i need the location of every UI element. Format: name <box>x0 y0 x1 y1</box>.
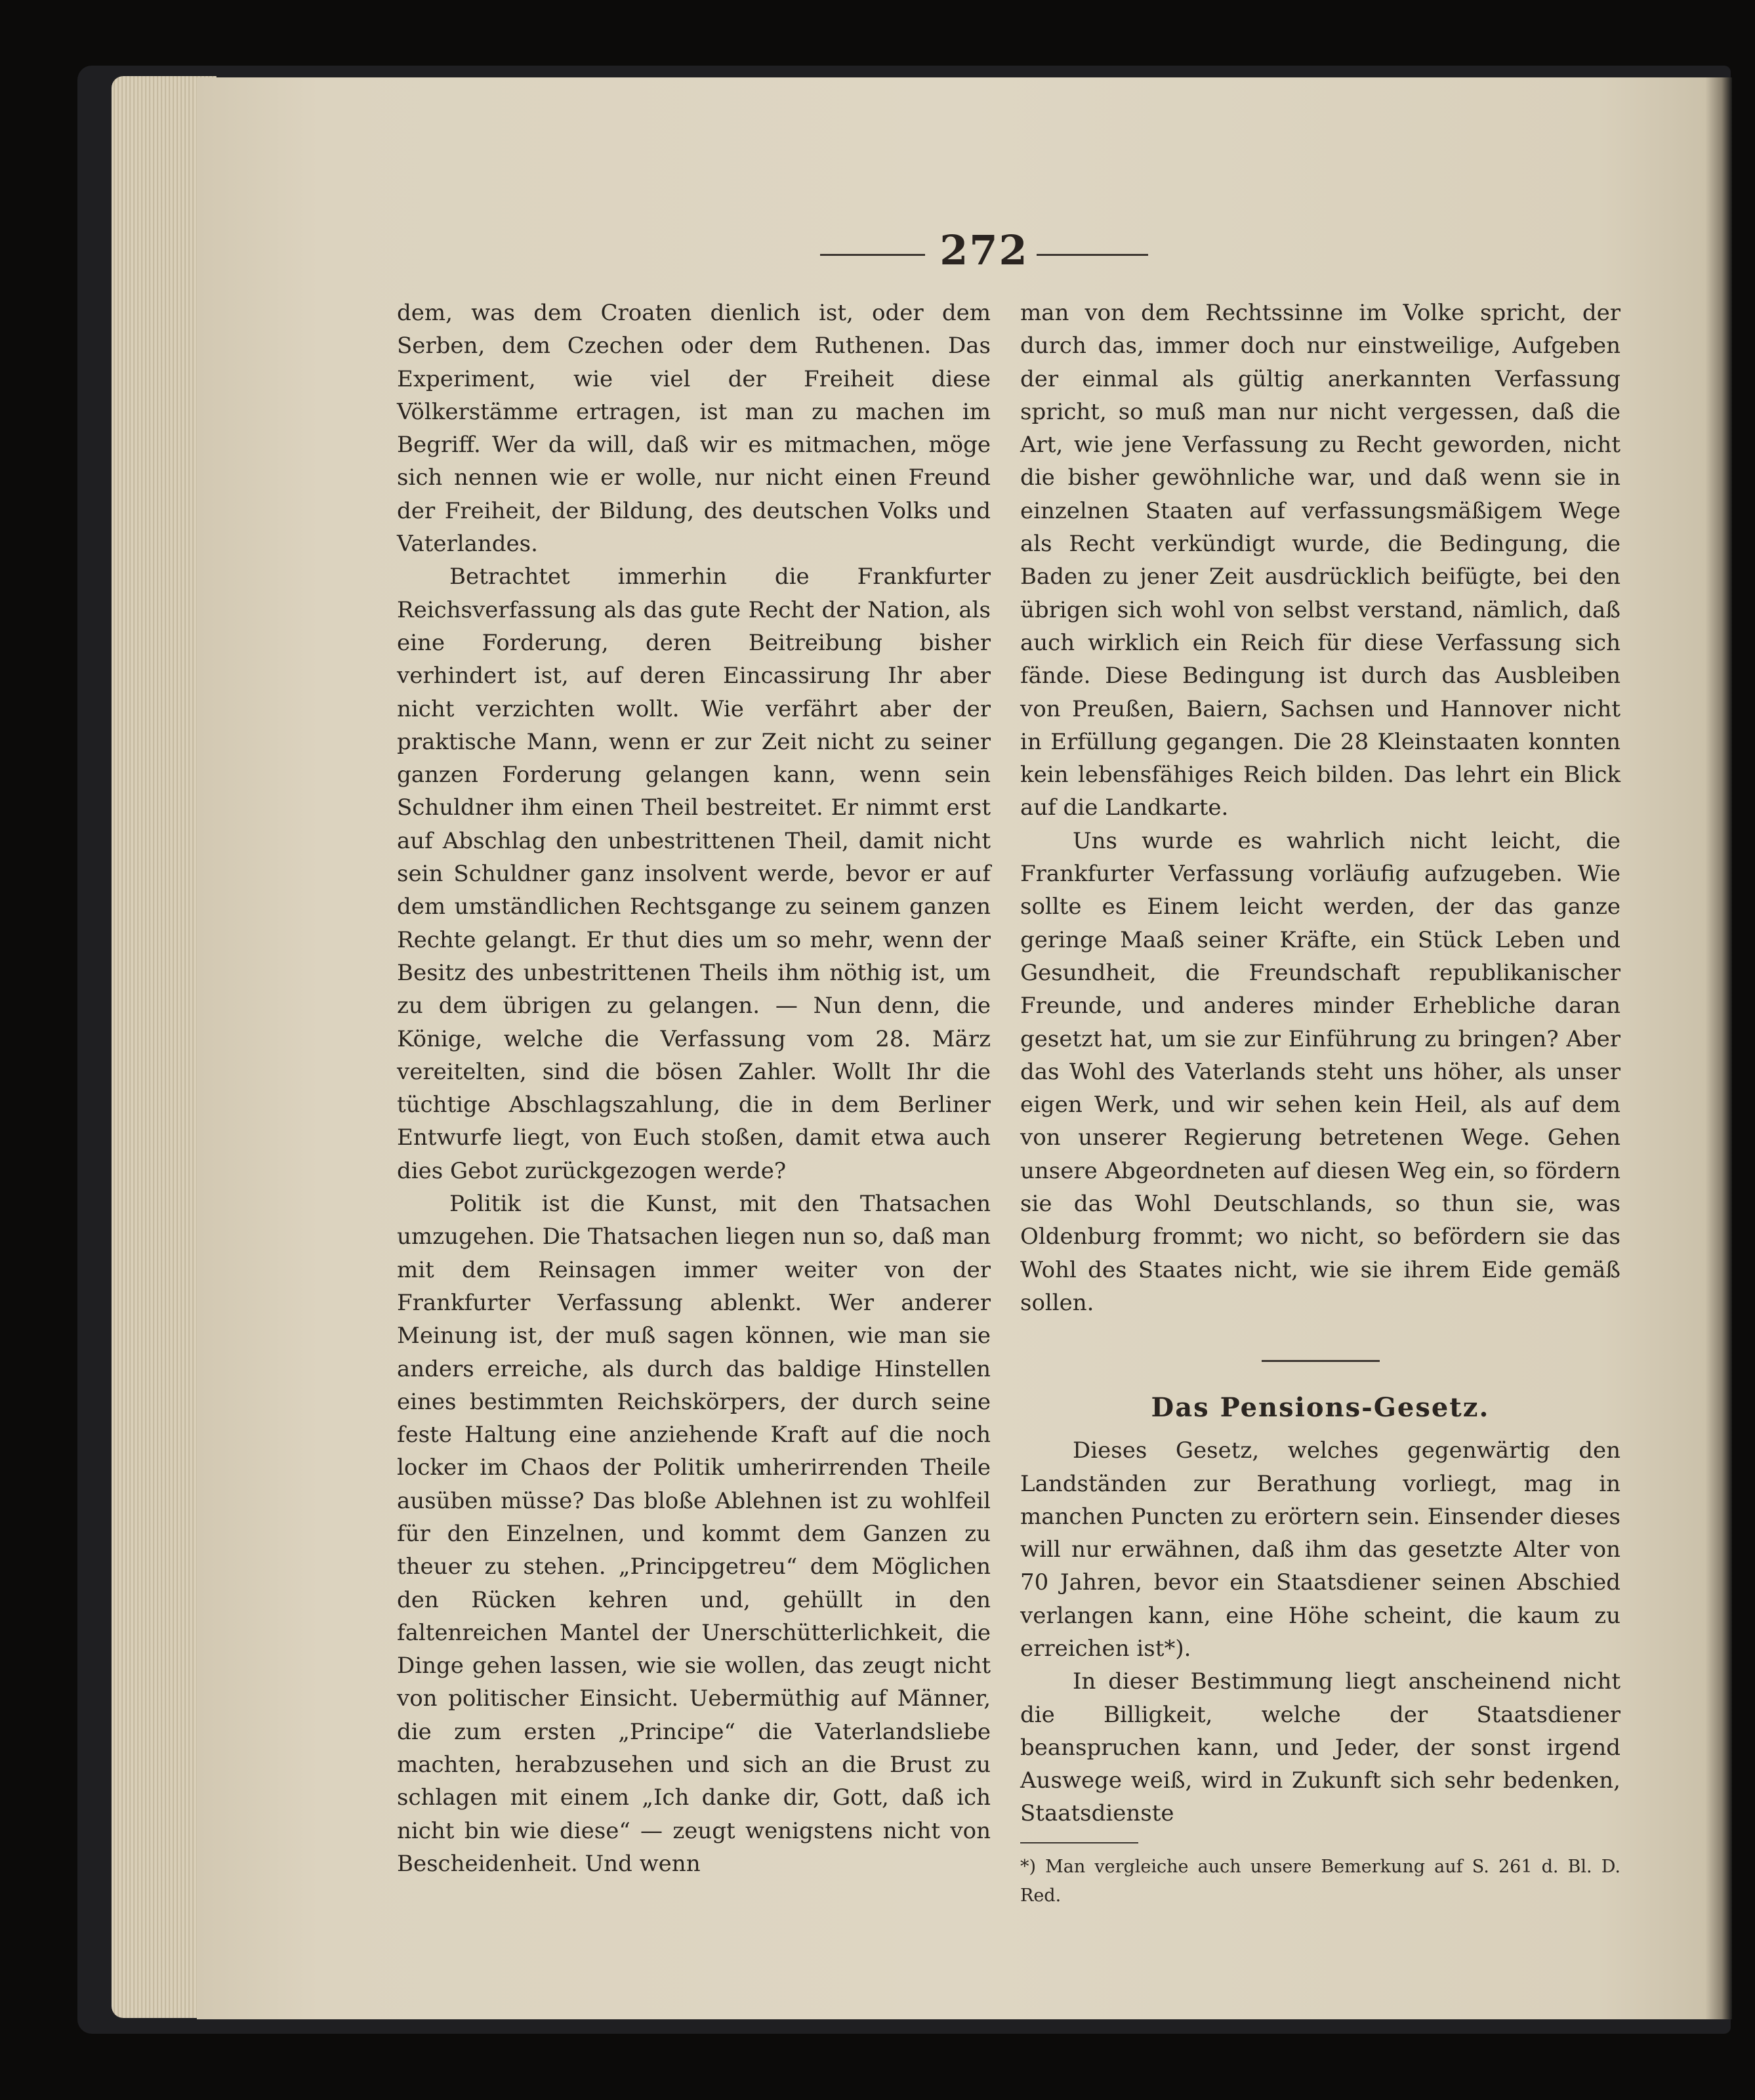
section-divider <box>1262 1360 1380 1362</box>
paragraph: Dieses Gesetz, welches gegenwärtig den Landständen zur Berathung vorliegt, mag in manchen Puncten zu erörtern sein. Einsender dieses will nur erwähnen, daß ihm das gesetzte Alter von 70 Jahren, bevor ein Staatsdiener seinen Abschied verlangen kann, eine Höhe scheint, die kaum zu erreichen ist*). <box>1020 1437 1621 1662</box>
header-ornament-right <box>1037 254 1148 256</box>
paragraph: dem, was dem Croaten dienlich ist, oder dem Serben, dem Czechen oder dem Ruthenen. Das Experiment, wie viel der Freiheit diese Völkerstämme ertragen, ist man zu machen im Begriff. Wer da will, daß wir es mitmachen, möge sich nennen wie er wolle, nur nicht einen Freund der Freiheit, der Bildung, des deutschen Volks und Vaterlandes. <box>397 300 991 558</box>
footnote-divider <box>1020 1842 1138 1843</box>
page-number: 272 <box>939 226 1029 274</box>
paragraph: Uns wurde es wahrlich nicht leicht, die Frankfurter Verfassung vorläufig aufzugeben. Wie sollte es Einem leicht werden, der das ganze geringe Maaß seiner Kräfte, ein Stück Leben und Gesundheit, die Freundschaft republikanischer Freunde, und anderes minder Erhebliche daran gesetzt hat, um sie zur Einführung zu bringen? Aber das Wohl des Vaterlands steht uns höher, als unser eigen Werk, und wir sehen kein Heil, als auf dem von unserer Regierung betretenen Wege. Gehen unsere Abgeordneten auf diesen Weg ein, so fördern sie das Wohl Deutschlands, so thun sie, was Oldenburg frommt; wo nicht, so befördern sie das Wohl des Staates nicht, wie sie ihrem Eide gemäß sollen. <box>1020 827 1621 1316</box>
paragraph: Politik ist die Kunst, mit den Thatsachen umzugehen. Die Thatsachen liegen nun so, daß man mit dem Reinsagen immer weiter von der Frankfurter Verfassung ablenkt. Wer anderer Meinung ist, der muß sagen können, wie man sie anders erreiche, als durch das baldige Hinstellen eines bestimmten Reichskörpers, der durch seine feste Haltung eine anziehende Kraft auf die noch locker im Chaos der Politik umherirrenden Theile ausüben müsse? Das bloße Ablehnen ist zu wohlfeil für den Einzelnen, und kommt dem Ganzen zu theuer zu stehen. „Principgetreu“ dem Möglichen den Rücken kehren und, gehüllt in den faltenreichen Mantel der Unerschütterlichkeit, die Dinge gehen lassen, wie sie wollen, das zeugt nicht von politischer Einsicht. Uebermüthig auf Männer, die zum ersten „Principe“ die Vaterlandsliebe machten, herabzusehen und sich an die Brust zu schlagen mit einem „Ich danke dir, Gott, daß ich nicht bin wie diese“ — zeugt wenigstens nicht von Bescheidenheit. Und wenn <box>397 1191 991 1877</box>
footnote: *) Man vergleiche auch unsere Bemerkung auf S. 261 d. Bl. D. Red. <box>1020 1856 1621 1906</box>
left-column <box>397 297 991 1880</box>
paragraph: In dieser Bestimmung liegt anscheinend nicht die Billigkeit, welche der Staatsdiener beanspruchen kann, und Jeder, der sonst irgend Auswege weiß, wird in Zukunft sich sehr bedenken, Staatsdienste <box>1020 1668 1621 1827</box>
paragraph: man von dem Rechtssinne im Volke spricht, der durch das, immer doch nur einstweilige, Aufgeben der einmal als gültig anerkannten Verfassung spricht, so muß man nur nicht vergessen, daß die Art, wie jene Verfassung zu Recht geworden, nicht die bisher gewöhnliche war, und daß wenn sie in einzelnen Staaten auf verfassungsmäßigem Wege als Recht verkündigt wurde, die Bedingung, die Baden zu jener Zeit ausdrücklich beifügte, bei den übrigen sich wohl von selbst verstand, nämlich, daß auch wirklich ein Reich für diese Verfassung sich fände. Diese Bedingung ist durch das Ausbleiben von Preußen, Baiern, Sachsen und Hannover nicht in Erfüllung gegangen. Die 28 Kleinstaaten konnten kein lebensfähiges Reich bilden. Das lehrt ein Blick auf die Landkarte. <box>1020 300 1621 821</box>
page-header <box>820 226 1148 279</box>
page-gutter <box>1706 77 1732 2019</box>
right-column <box>1020 297 1621 1910</box>
section-title: Das Pensions-Gesetz. <box>1151 1392 1490 1424</box>
paragraph: Betrachtet immerhin die Frankfurter Reichsverfassung als das gute Recht der Nation, als eine Forderung, deren Beitreibung bisher verhindert ist, auf deren Eincassirung Ihr aber nicht verzichten wollt. Wie verfährt aber der praktische Mann, wenn er zur Zeit nicht zu seiner ganzen Forderung gelangen kann, wenn sein Schuldner ihm einen Theil bestreitet. Er nimmt erst auf Abschlag den unbestrittenen Theil, damit nicht sein Schuldner ganz insolvent werde, bevor er auf dem umständlichen Rechtsgange zu seinem ganzen Rechte gelangt. Er thut dies um so mehr, wenn der Besitz des unbestrittenen Theils ihm nöthig ist, um zu dem übrigen zu gelangen. — Nun denn, die Könige, welche die Verfassung vom 28. März vereitelten, sind die bösen Zahler. Wollt Ihr die tüchtige Abschlagszahlung, die in dem Berliner Entwurfe liegt, von Euch stoßen, damit etwa auch dies Gebot zurückgezogen werde? <box>397 564 991 1184</box>
